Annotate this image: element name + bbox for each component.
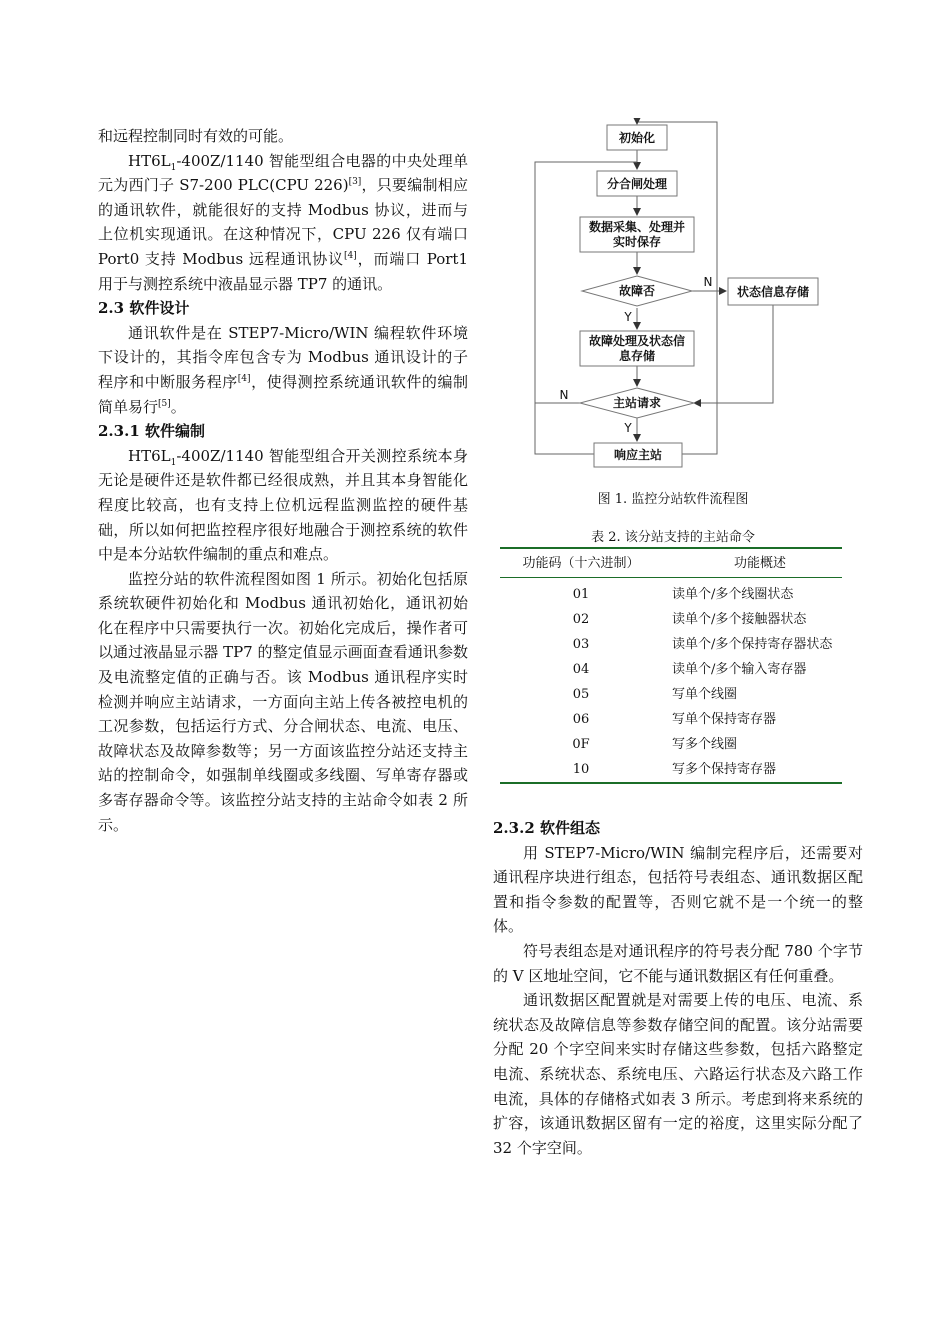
table-header-code: 功能码（十六进制） [522,556,640,571]
table-row: 03 读单个/多个保持寄存器状态 [572,637,833,652]
paragraph: 监控分站的软件流程图如图 1 所示。初始化包括原系统软硬件初始化和 Modbus 通讯初始化，通讯初始化在程序中只需要执行一次。初始化完成后，操作者可以通过液晶显示器 TP7 的整定值显示画面查看通讯参数及电流整定值的正确与否。该 Modbus 通讯程序实时检测并响应主站请求，一方面向主站上传各被控电机的工况参数，包括运行方式、分合闸状态、电流、电压、故障状态及故障参数等；另一方面该监控分站还支持主站的控制命令，如强制单线圈或多线圈、写单寄存器或多寄存器命令等。该监控分站支持的主站命令如表 2 所示。 [98,569,468,834]
paragraph: 通讯软件是在 STEP7-Micro/WIN 编程软件环境下设计的，其指令库包含专为 Modbus 通讯设计的子程序和中断服务程序[4]，使得测控系统通讯软件的编制简单易行[5]。 [98,323,468,416]
table-row: 10 写多个保持寄存器 [500,757,842,783]
table-header-desc: 功能概述 [734,556,787,571]
table-row: 0F 写多个线圈 [572,737,738,752]
flow-branch-label: Y [624,310,632,324]
citation: [4] [344,250,357,261]
flow-label: 响应主站 [613,448,663,462]
paragraph: 符号表组态是对通讯程序的符号表分配 780 个字节的 V 区地址空间，它不能与通讯数据区有任何重叠。 [493,941,863,985]
table-row: 01 读单个/多个线圈状态 [572,587,794,602]
master-command-table [500,547,842,784]
table-caption: 表 2. 该分站支持的主站命令 [591,530,755,545]
section-heading: 2.3 软件设计 [98,299,190,318]
flow-label: 实时保存 [612,235,662,249]
software-flowchart [520,118,850,478]
flow-label: 息存储 [618,349,656,363]
paragraph: $HT6L_1-400Z/1140$ 智能型组合开关测控系统本身无论是硬件还是软件都已经很成熟，并且其本身智能化程度比较高，也有支持上位机远程监测监控的硬件基础，所以如何把监控程序很好地融合于测控系统的软件中是本分站软件编制的重点和难点。 [98,446,468,564]
table-row: 02 读单个/多个接触器状态 [572,612,807,627]
paragraph: $HT6L_1-400Z/1140$ 智能型组合电器的中央处理单元为西门子 S7-200 PLC(CPU 226)[3]，只要编制相应的通讯软件，就能很好的支持 Modbus 协议，进而与上位机实现通讯。在这种情况下，CPU 226 仅有端口 Port0 支持 Modbus 远程通讯协议[4]，而端口 Port1 用于与测控系统中液晶显示器 TP7 的通讯。 [98,151,468,293]
table-row: 06 写单个保持寄存器 [572,712,777,727]
subsection-heading: 2.3.1 软件编制 [98,422,205,441]
table-row: 05 写单个线圈 [572,687,738,702]
paragraph: 用 STEP7-Micro/WIN 编制完程序后，还需要对通讯程序块进行组态，包括符号表组态、通讯数据区配置和指令参数的配置等，否则它就不是一个统一的整体。 [493,843,863,936]
table-header-row [500,548,842,578]
flow-label: 故障否 [618,284,656,298]
flow-branch-label: N [559,388,569,402]
figure-caption: 图 1. 监控分站软件流程图 [597,492,749,507]
flow-label: 数据采集、处理并 [588,220,686,234]
citation: [3] [348,177,362,188]
paragraph: 通讯数据区配置就是对需要上传的电压、电流、系统状态及故障信息等参数存储空间的配置。该分站需要分配 20 个字空间来实时存储这些参数，包括六路整定电流、系统状态、系统电压、六路运行状态及六路工作电流，具体的存储格式如表 3 所示。考虑到将来系统的扩容，该通讯数据区留有一定的裕度，这里实际分配了 32 个字空间。 [493,991,863,1157]
subsection-heading: 2.3.2 软件组态 [493,819,600,837]
paragraph: 和远程控制同时有效的可能。 [98,127,294,145]
table-row: 04 读单个/多个输入寄存器 [572,662,807,677]
citation: [4] [237,373,251,384]
flow-branch-label: Y [624,421,632,435]
flow-label: 主站请求 [612,396,662,410]
right-column [493,816,863,1160]
citation: [5] [158,398,171,409]
flow-label: 初始化 [618,131,656,145]
flow-label: 状态信息存储 [736,285,810,299]
flow-label: 分合闸处理 [606,177,668,191]
left-column [98,124,468,837]
flow-label: 故障处理及状态信 [588,334,686,348]
flow-branch-label: N [703,275,713,289]
